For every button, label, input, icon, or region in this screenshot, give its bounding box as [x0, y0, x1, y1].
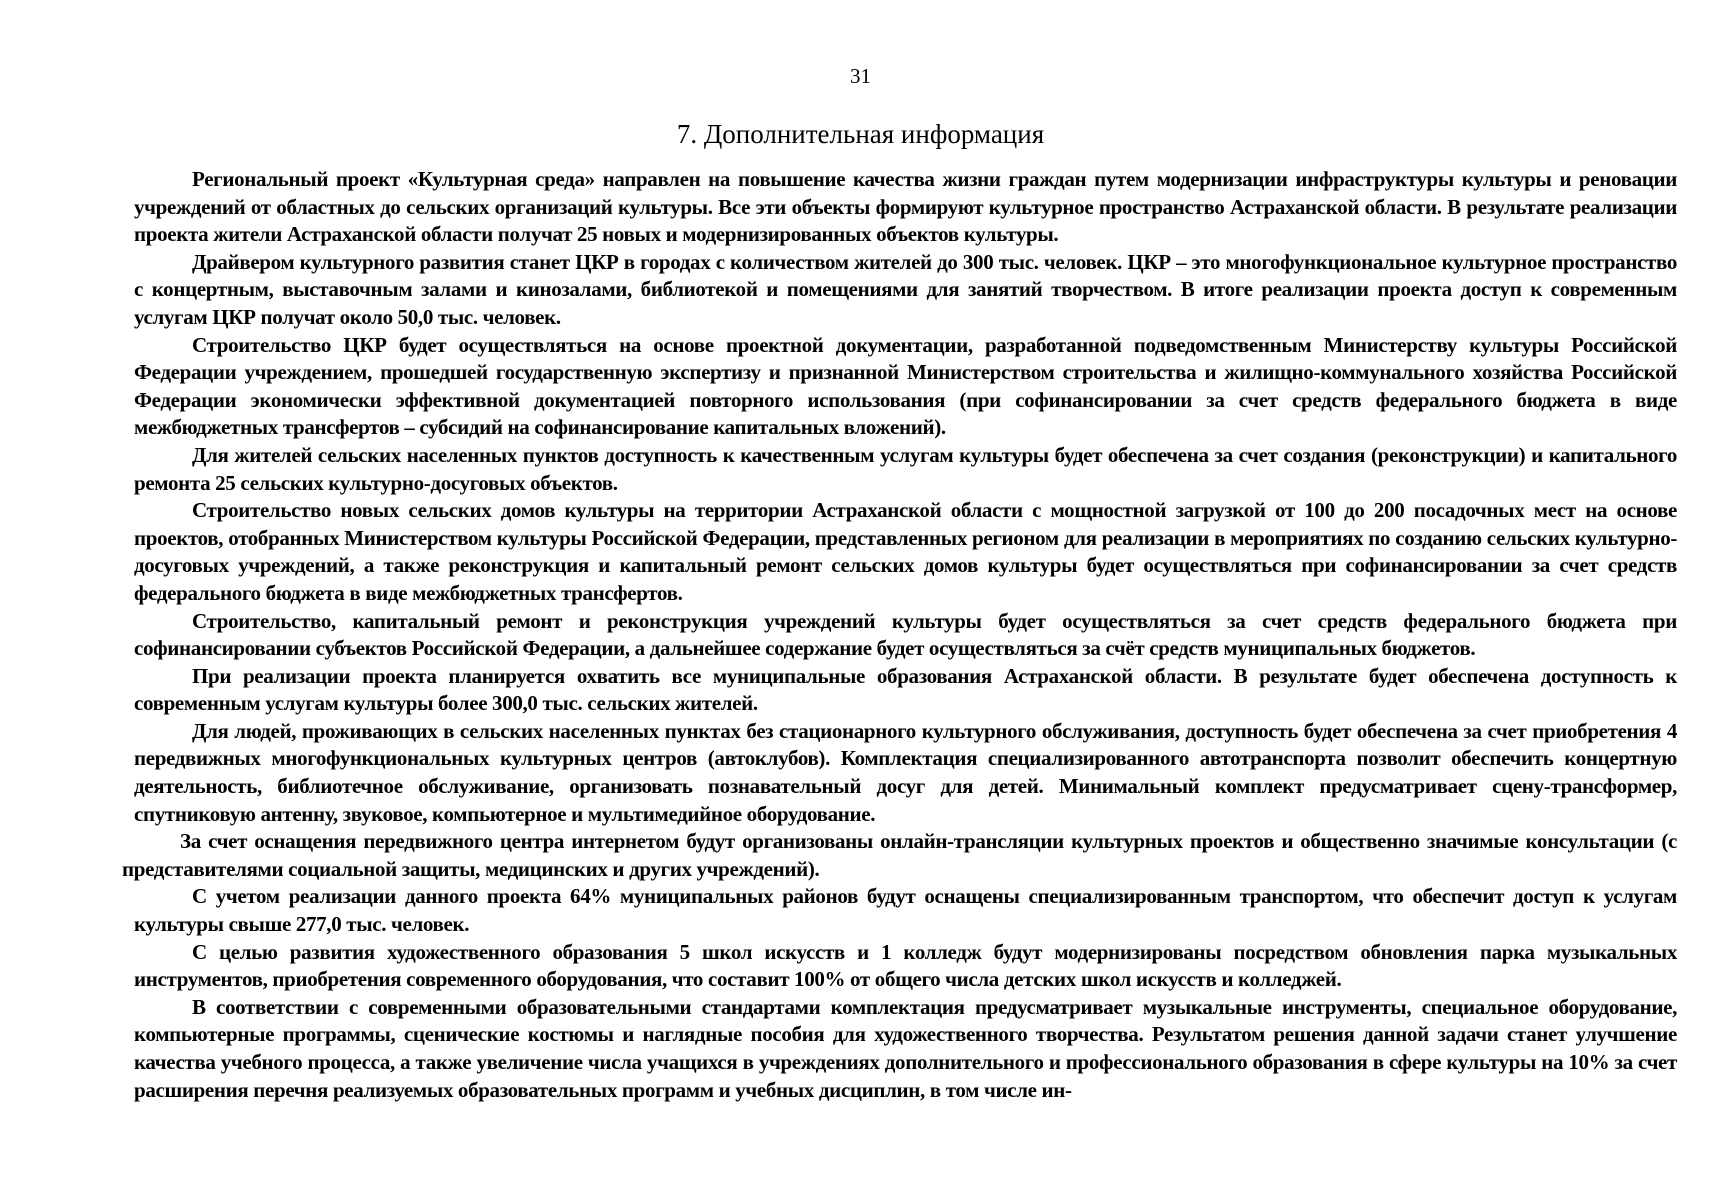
paragraph-6: Строительство, капитальный ремонт и реконструкция учреждений культуры будет осуществляться за счет средств федерального бюджета при софинансировании субъектов Российской Федерации, а дальнейшее содержание будет осуществляться за счёт средств муниципальных бюджетов. [134, 608, 1677, 661]
paragraph-11: С целью развития художественного образования 5 школ искусств и 1 колледж будут модернизированы посредством обновления парка музыкальных инструментов, приобретения современного оборудования, что составит 100% от общего числа детских школ искусств и колледжей. [134, 939, 1677, 992]
paragraph-5: Строительство новых сельских домов культуры на территории Астраханской области с мощностной загрузкой от 100 до 200 посадочных мест на основе проектов, отобранных Министерством культуры Российской Федерации, представленных регионом для реализации в мероприятиях по созданию сельских культурно-досуговых учреждений, а также реконструкция и капитальный ремонт сельских домов культуры будет осуществляться при софинансировании за счет средств федерального бюджета в виде межбюджетных трансфертов. [134, 498, 1677, 605]
paragraph-9: За счет оснащения передвижного центра интернетом будут организованы онлайн-трансляции культурных проектов и общественно значимые консультации (с представителями социальной защиты, медицинских и других учреждений). [122, 829, 1677, 881]
paragraph-10: С учетом реализации данного проекта 64% муниципальных районов будут оснащены специализированным транспортом, что обеспечит доступ к услугам культуры свыше 277,0 тыс. человек. [134, 884, 1677, 937]
paragraph-7: При реализации проекта планируется охватить все муниципальные образования Астраханской области. В результате будет обеспечена доступность к современным услугам культуры более 300,0 тыс. сельских жителей. [134, 663, 1677, 716]
section-title: 7. Дополнительная информация [676, 119, 1045, 149]
paragraph-2: Драйвером культурного развития станет ЦКР в городах с количеством жителей до 300 тыс. человек. ЦКР – это многофункциональное культурное пространство с концертным, выставочным залами и кинозалами, библиотекой и помещениями для занятий творчеством. В итоге реализации проекта доступ к современным услугам ЦКР получат около 50,0 тыс. человек. [134, 249, 1677, 329]
paragraph-8: Для людей, проживающих в сельских населенных пунктах без стационарного культурного обслуживания, доступность будет обеспечена за счет приобретения 4 передвижных многофункциональных культурных центров (автоклубов). Комплектация специализированного автотранспорта позволит обеспечить концертную деятельность, библиотечное обслуживание, организовать познавательный досуг для детей. Минимальный комплект предусматривает сцену-трансформер, спутниковую антенну, звуковое, компьютерное и мультимедийное оборудование. [134, 718, 1677, 826]
page-number: 31 [850, 64, 871, 88]
paragraph-4: Для жителей сельских населенных пунктов доступность к качественным услугам культуры будет обеспечена за счет создания (реконструкции) и капитального ремонта 25 сельских культурно-досуговых объектов. [134, 442, 1677, 495]
paragraph-3: Строительство ЦКР будет осуществляться на основе проектной документации, разработанной подведомственным Министерству культуры Российской Федерации учреждением, прошедшей государственную экспертизу и признанной Министерством строительства и жилищно-коммунального хозяйства Российской Федерации экономически эффективной документацией повторного использования (при софинансировании за счет средств федерального бюджета в виде межбюджетных трансфертов – субсидий на софинансирование капитальных вложений). [134, 332, 1677, 440]
paragraph-12: В соответствии с современными образовательными стандартами комплектация предусматривает музыкальные инструменты, специальное оборудование, компьютерные программы, сценические костюмы и наглядные пособия для художественного творчества. Результатом решения данной задачи станет улучшение качества учебного процесса, а также увеличение числа учащихся в учреждениях дополнительного и профессионального образования в сфере культуры на 10% за счет расширения перечня реализуемых образовательных программ и учебных дисциплин, в том числе ин- [134, 994, 1677, 1102]
paragraph-1: Региональный проект «Культурная среда» направлен на повышение качества жизни граждан путем модернизации инфраструктуры культуры и реновации учреждений от областных до сельских организаций культуры. Все эти объекты формируют культурное пространство Астраханской области. В результате реализации проекта жители Астраханской области получат 25 новых и модернизированных объектов культуры. [134, 167, 1677, 247]
body-text [122, 166, 1677, 1104]
